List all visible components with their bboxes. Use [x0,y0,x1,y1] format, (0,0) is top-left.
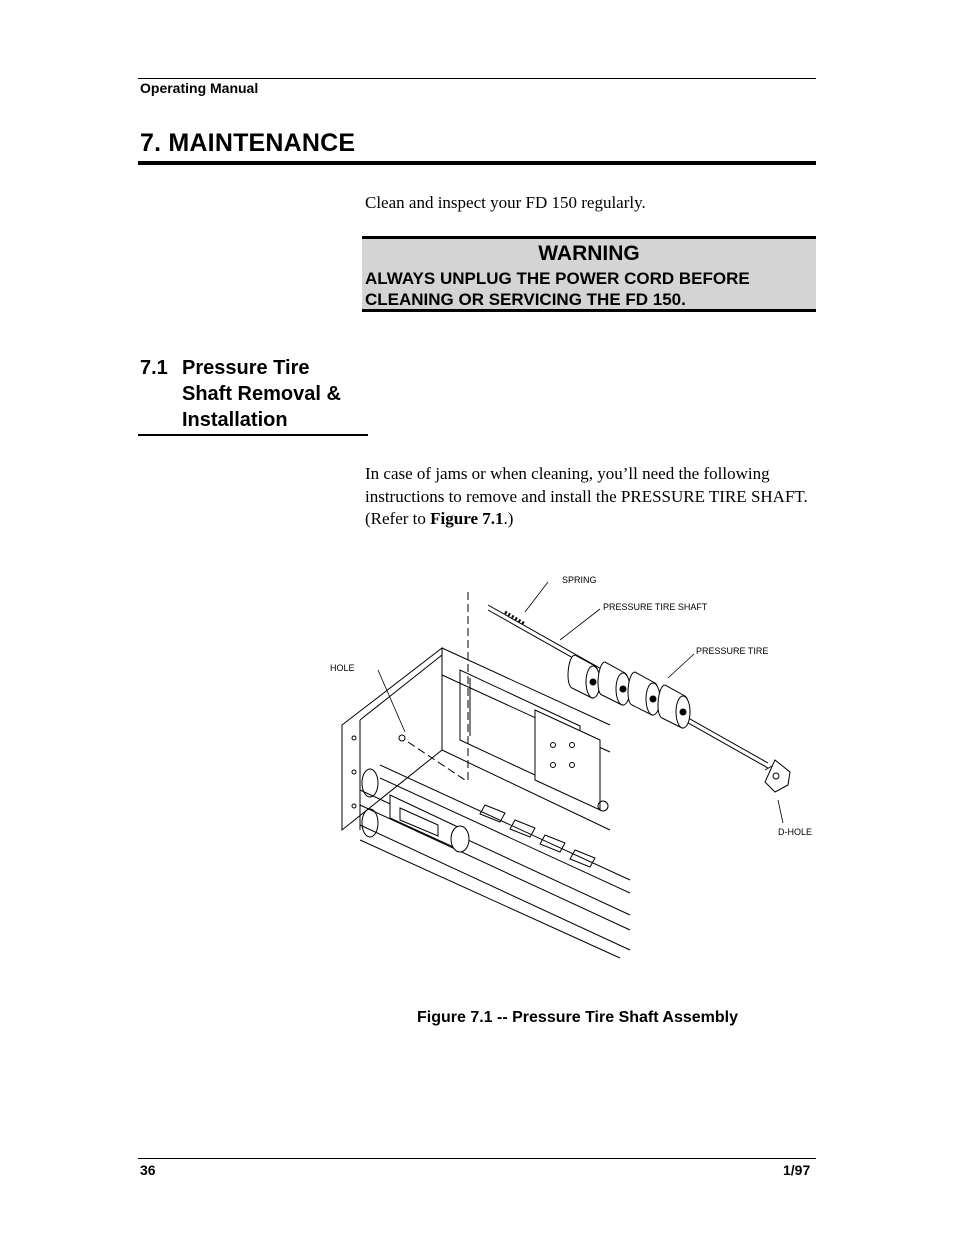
label-pressure-tire-shaft: PRESSURE TIRE SHAFT [603,602,708,612]
warning-line-2: CLEANING OR SERVICING THE FD 150. [365,290,686,309]
footer-date: 1/97 [783,1162,811,1178]
section-title-line-3: Installation [182,409,288,431]
header-title: Operating Manual [140,80,259,96]
warning-line-1: ALWAYS UNPLUG THE POWER CORD BEFORE [365,269,750,288]
warning-title: WARNING [538,242,640,265]
label-spring: SPRING [562,575,597,585]
footer-rule [138,1158,816,1159]
figure-caption: Figure 7.1 -- Pressure Tire Shaft Assembly [417,1009,739,1026]
paragraph-end: .) [503,509,514,528]
paragraph-text: In case of jams or when cleaning, you’ll need the following instructions to remove and install the PRESSURE TIRE SHAFT. (Refer to [365,464,808,528]
label-hole: HOLE [330,663,355,673]
section-title-line-1: Pressure Tire [182,357,310,379]
figure-illustration [320,560,820,980]
section-rule [138,434,368,436]
header-rule [138,78,816,79]
label-d-hole: D-HOLE [778,827,813,837]
pressure-tire-shaft-drawing [320,560,820,980]
section-title-line-2: Shaft Removal & [182,383,341,405]
page-number: 36 [140,1162,156,1178]
instruction-paragraph [365,463,825,531]
section-number: 7.1 [140,357,168,379]
warning-box [362,236,816,312]
label-pressure-tire: PRESSURE TIRE [696,646,769,656]
intro-text: Clean and inspect your FD 150 regularly. [365,193,646,212]
chapter-title: 7. MAINTENANCE [140,129,356,157]
chapter-rule [138,161,816,165]
figure-reference: Figure 7.1 [430,509,504,528]
